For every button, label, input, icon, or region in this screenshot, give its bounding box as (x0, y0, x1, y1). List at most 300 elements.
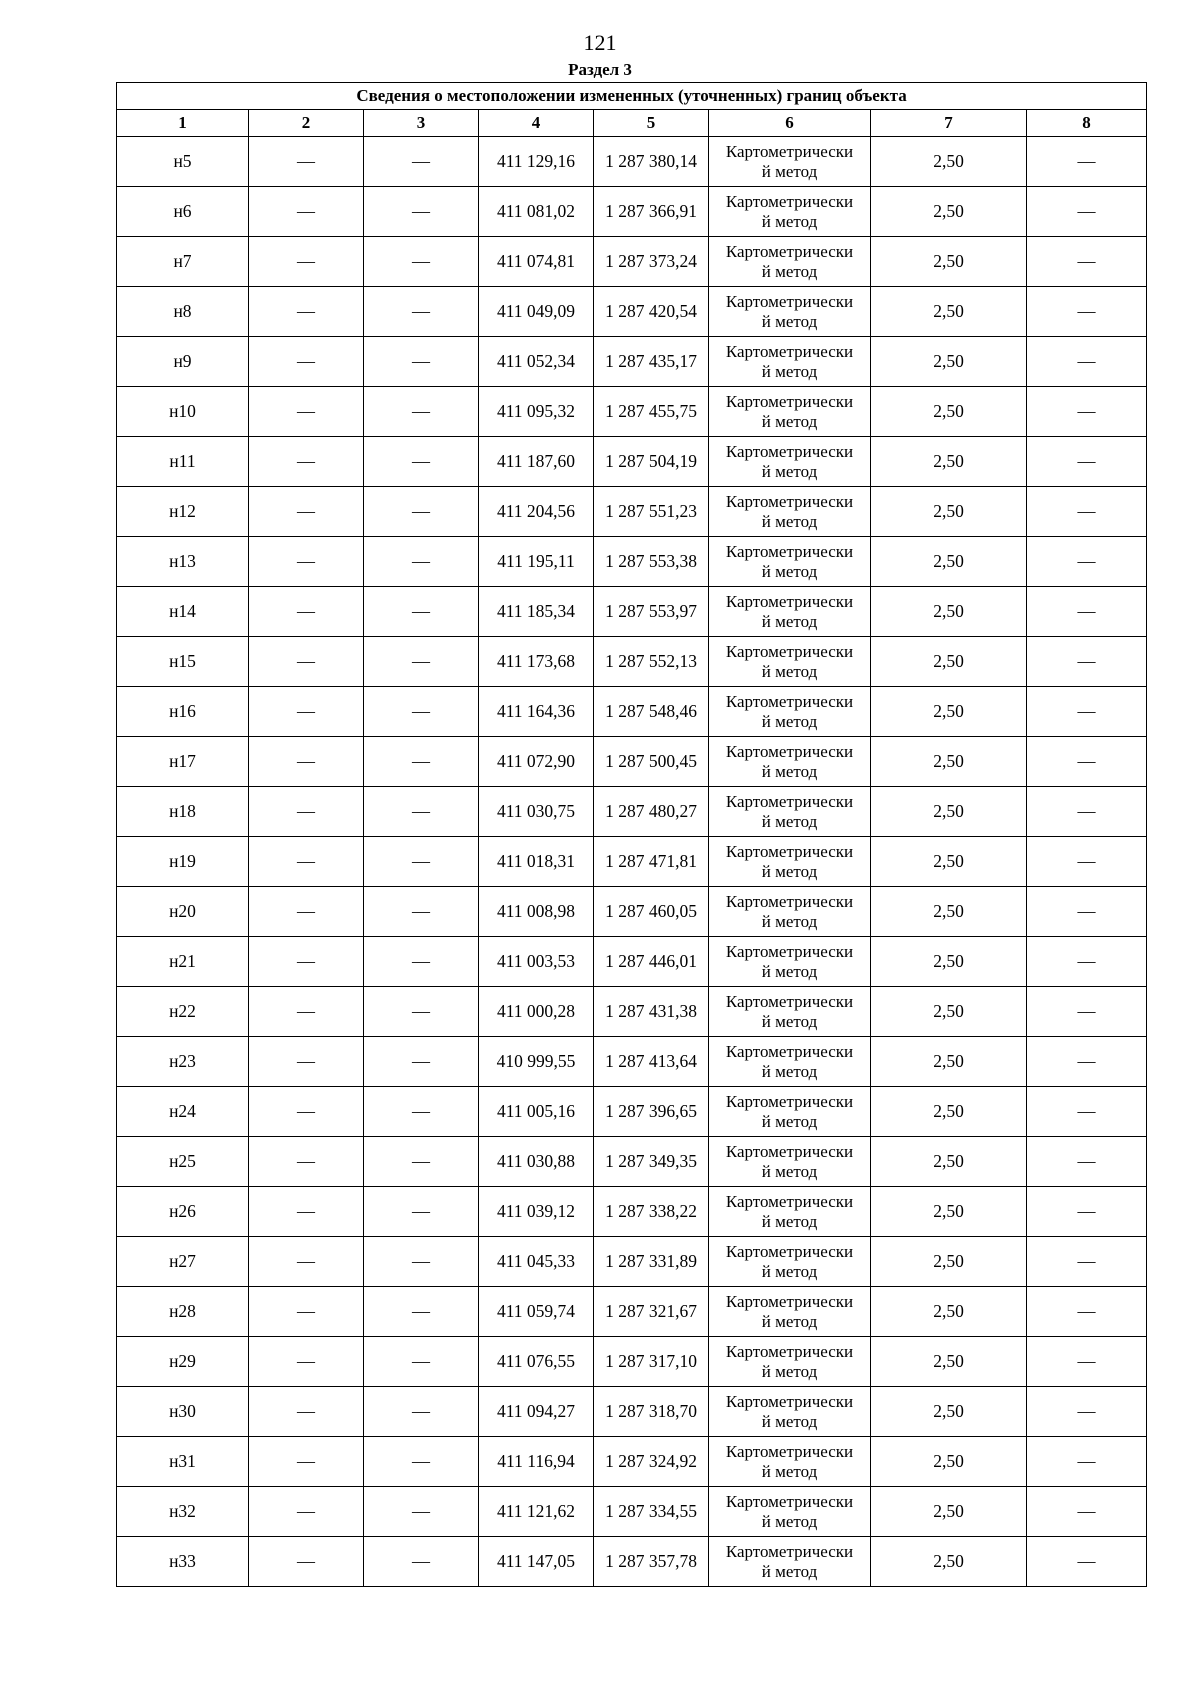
column-3-cell: — (364, 337, 479, 387)
method-line-2: й метод (761, 661, 818, 681)
point-cell: н25 (117, 1137, 249, 1187)
y-coordinate-cell: 1 287 321,67 (594, 1287, 709, 1337)
y-coordinate-cell: 1 287 338,22 (594, 1187, 709, 1237)
method-cell (709, 137, 871, 187)
point-cell: н7 (117, 237, 249, 287)
column-3-cell: — (364, 987, 479, 1037)
table-row (117, 587, 1147, 637)
method-line-2: й метод (761, 811, 818, 831)
table-row (117, 837, 1147, 887)
column-8-cell: — (1027, 787, 1147, 837)
x-coordinate-cell: 411 049,09 (479, 287, 594, 337)
table-row (117, 787, 1147, 837)
y-coordinate-cell: 1 287 380,14 (594, 137, 709, 187)
y-coordinate-cell: 1 287 504,19 (594, 437, 709, 487)
column-2-cell: — (249, 887, 364, 937)
column-8-cell: — (1027, 587, 1147, 637)
method-line-2: й метод (761, 1261, 818, 1281)
method-cell (709, 1237, 871, 1287)
method-line-2: й метод (761, 911, 818, 931)
method-line-1: Картометрически (725, 741, 854, 761)
method-line-2: й метод (761, 1461, 818, 1481)
y-coordinate-cell: 1 287 413,64 (594, 1037, 709, 1087)
column-2-cell: — (249, 1287, 364, 1337)
column-number: 3 (364, 110, 479, 137)
table-row (117, 537, 1147, 587)
x-coordinate-cell: 411 072,90 (479, 737, 594, 787)
accuracy-cell: 2,50 (871, 1487, 1027, 1537)
method-line-1: Картометрически (725, 841, 854, 861)
column-8-cell: — (1027, 337, 1147, 387)
method-line-1: Картометрически (725, 1491, 854, 1511)
point-cell: н22 (117, 987, 249, 1037)
table-row (117, 1287, 1147, 1337)
column-2-cell: — (249, 387, 364, 437)
accuracy-cell: 2,50 (871, 1087, 1027, 1137)
table-row (117, 387, 1147, 437)
method-cell (709, 1287, 871, 1337)
point-cell: н23 (117, 1037, 249, 1087)
method-line-1: Картометрически (725, 241, 854, 261)
column-8-cell: — (1027, 637, 1147, 687)
accuracy-cell: 2,50 (871, 687, 1027, 737)
column-8-cell: — (1027, 837, 1147, 887)
table-row (117, 337, 1147, 387)
method-line-2: й метод (761, 711, 818, 731)
y-coordinate-cell: 1 287 317,10 (594, 1337, 709, 1387)
table-row (117, 887, 1147, 937)
table-row (117, 1137, 1147, 1187)
method-line-1: Картометрически (725, 1541, 854, 1561)
table-row (117, 1037, 1147, 1087)
x-coordinate-cell: 411 204,56 (479, 487, 594, 537)
y-coordinate-cell: 1 287 396,65 (594, 1087, 709, 1137)
column-8-cell: — (1027, 937, 1147, 987)
y-coordinate-cell: 1 287 548,46 (594, 687, 709, 737)
x-coordinate-cell: 411 039,12 (479, 1187, 594, 1237)
method-cell (709, 837, 871, 887)
column-2-cell: — (249, 1087, 364, 1137)
x-coordinate-cell: 411 018,31 (479, 837, 594, 887)
method-line-1: Картометрически (725, 541, 854, 561)
y-coordinate-cell: 1 287 553,97 (594, 587, 709, 637)
column-3-cell: — (364, 787, 479, 837)
accuracy-cell: 2,50 (871, 587, 1027, 637)
method-line-2: й метод (761, 1561, 818, 1581)
method-line-2: й метод (761, 1311, 818, 1331)
method-line-1: Картометрически (725, 941, 854, 961)
method-cell (709, 287, 871, 337)
accuracy-cell: 2,50 (871, 1237, 1027, 1287)
point-cell: н9 (117, 337, 249, 387)
method-line-2: й метод (761, 761, 818, 781)
point-cell: н5 (117, 137, 249, 187)
method-cell (709, 587, 871, 637)
column-2-cell: — (249, 987, 364, 1037)
column-2-cell: — (249, 1387, 364, 1437)
method-cell (709, 1537, 871, 1587)
point-cell: н30 (117, 1387, 249, 1437)
method-line-2: й метод (761, 1511, 818, 1531)
table-row (117, 737, 1147, 787)
accuracy-cell: 2,50 (871, 1337, 1027, 1387)
accuracy-cell: 2,50 (871, 787, 1027, 837)
method-line-1: Картометрически (725, 141, 854, 161)
column-2-cell: — (249, 237, 364, 287)
column-3-cell: — (364, 1137, 479, 1187)
column-2-cell: — (249, 1037, 364, 1087)
x-coordinate-cell: 411 129,16 (479, 137, 594, 187)
method-cell (709, 237, 871, 287)
accuracy-cell: 2,50 (871, 1187, 1027, 1237)
table-row (117, 287, 1147, 337)
column-8-cell: — (1027, 387, 1147, 437)
method-line-2: й метод (761, 461, 818, 481)
accuracy-cell: 2,50 (871, 737, 1027, 787)
table-row (117, 1537, 1147, 1587)
page-number: 121 (583, 30, 617, 55)
table-row (117, 1437, 1147, 1487)
table-row (117, 487, 1147, 537)
x-coordinate-cell: 411 095,32 (479, 387, 594, 437)
point-cell: н11 (117, 437, 249, 487)
point-cell: н13 (117, 537, 249, 587)
column-number: 7 (871, 110, 1027, 137)
coordinates-table (116, 82, 1147, 1587)
column-2-cell: — (249, 787, 364, 837)
column-8-cell: — (1027, 137, 1147, 187)
column-2-cell: — (249, 537, 364, 587)
column-8-cell: — (1027, 1187, 1147, 1237)
y-coordinate-cell: 1 287 480,27 (594, 787, 709, 837)
column-number: 4 (479, 110, 594, 137)
table-row (117, 437, 1147, 487)
y-coordinate-cell: 1 287 334,55 (594, 1487, 709, 1537)
x-coordinate-cell: 411 000,28 (479, 987, 594, 1037)
accuracy-cell: 2,50 (871, 137, 1027, 187)
column-8-cell: — (1027, 1087, 1147, 1137)
y-coordinate-cell: 1 287 349,35 (594, 1137, 709, 1187)
method-line-1: Картометрически (725, 1341, 854, 1361)
accuracy-cell: 2,50 (871, 637, 1027, 687)
method-cell (709, 787, 871, 837)
accuracy-cell: 2,50 (871, 187, 1027, 237)
method-line-2: й метод (761, 311, 818, 331)
point-cell: н19 (117, 837, 249, 887)
method-line-2: й метод (761, 1111, 818, 1131)
x-coordinate-cell: 411 147,05 (479, 1537, 594, 1587)
method-line-1: Картометрически (725, 391, 854, 411)
method-cell (709, 1087, 871, 1137)
method-line-1: Картометрически (725, 1191, 854, 1211)
column-8-cell: — (1027, 487, 1147, 537)
column-8-cell: — (1027, 287, 1147, 337)
method-line-1: Картометрически (725, 891, 854, 911)
column-3-cell: — (364, 1187, 479, 1237)
method-line-2: й метод (761, 1411, 818, 1431)
y-coordinate-cell: 1 287 553,38 (594, 537, 709, 587)
accuracy-cell: 2,50 (871, 987, 1027, 1037)
column-3-cell: — (364, 1287, 479, 1337)
column-8-cell: — (1027, 1287, 1147, 1337)
column-8-cell: — (1027, 1387, 1147, 1437)
method-line-2: й метод (761, 1061, 818, 1081)
column-3-cell: — (364, 687, 479, 737)
table-row (117, 637, 1147, 687)
y-coordinate-cell: 1 287 331,89 (594, 1237, 709, 1287)
column-2-cell: — (249, 1337, 364, 1387)
y-coordinate-cell: 1 287 552,13 (594, 637, 709, 687)
column-3-cell: — (364, 637, 479, 687)
column-8-cell: — (1027, 187, 1147, 237)
column-2-cell: — (249, 637, 364, 687)
y-coordinate-cell: 1 287 446,01 (594, 937, 709, 987)
column-3-cell: — (364, 387, 479, 437)
method-line-2: й метод (761, 261, 818, 281)
table-row (117, 1237, 1147, 1287)
column-3-cell: — (364, 437, 479, 487)
point-cell: н6 (117, 187, 249, 237)
column-8-cell: — (1027, 1337, 1147, 1387)
x-coordinate-cell: 411 008,98 (479, 887, 594, 937)
column-8-cell: — (1027, 987, 1147, 1037)
accuracy-cell: 2,50 (871, 337, 1027, 387)
point-cell: н28 (117, 1287, 249, 1337)
point-cell: н33 (117, 1537, 249, 1587)
method-line-2: й метод (761, 511, 818, 531)
x-coordinate-cell: 411 076,55 (479, 1337, 594, 1387)
method-line-1: Картометрически (725, 1091, 854, 1111)
x-coordinate-cell: 410 999,55 (479, 1037, 594, 1087)
x-coordinate-cell: 411 005,16 (479, 1087, 594, 1137)
method-line-1: Картометрически (725, 1041, 854, 1061)
method-line-1: Картометрически (725, 291, 854, 311)
column-3-cell: — (364, 1487, 479, 1537)
method-line-1: Картометрически (725, 1291, 854, 1311)
x-coordinate-cell: 411 094,27 (479, 1387, 594, 1437)
column-8-cell: — (1027, 237, 1147, 287)
table-row (117, 1187, 1147, 1237)
column-3-cell: — (364, 1537, 479, 1587)
column-number: 2 (249, 110, 364, 137)
y-coordinate-cell: 1 287 318,70 (594, 1387, 709, 1437)
method-line-2: й метод (761, 961, 818, 981)
method-cell (709, 537, 871, 587)
column-3-cell: — (364, 537, 479, 587)
method-cell (709, 687, 871, 737)
x-coordinate-cell: 411 030,75 (479, 787, 594, 837)
method-line-2: й метод (761, 561, 818, 581)
method-cell (709, 337, 871, 387)
method-line-2: й метод (761, 1211, 818, 1231)
method-cell (709, 1337, 871, 1387)
point-cell: н24 (117, 1087, 249, 1137)
column-8-cell: — (1027, 887, 1147, 937)
column-8-cell: — (1027, 437, 1147, 487)
method-cell (709, 1387, 871, 1437)
table-row (117, 687, 1147, 737)
x-coordinate-cell: 411 185,34 (479, 587, 594, 637)
method-cell (709, 1037, 871, 1087)
point-cell: н26 (117, 1187, 249, 1237)
x-coordinate-cell: 411 121,62 (479, 1487, 594, 1537)
table-row (117, 137, 1147, 187)
column-3-cell: — (364, 287, 479, 337)
method-cell (709, 737, 871, 787)
y-coordinate-cell: 1 287 455,75 (594, 387, 709, 437)
point-cell: н17 (117, 737, 249, 787)
accuracy-cell: 2,50 (871, 1137, 1027, 1187)
method-line-1: Картометрически (725, 1441, 854, 1461)
column-3-cell: — (364, 137, 479, 187)
x-coordinate-cell: 411 081,02 (479, 187, 594, 237)
point-cell: н18 (117, 787, 249, 837)
column-number: 1 (117, 110, 249, 137)
column-number: 6 (709, 110, 871, 137)
method-line-1: Картометрически (725, 791, 854, 811)
column-3-cell: — (364, 237, 479, 287)
column-number-row (117, 110, 1147, 137)
method-line-1: Картометрически (725, 191, 854, 211)
column-2-cell: — (249, 1437, 364, 1487)
table-row (117, 1087, 1147, 1137)
method-line-1: Картометрически (725, 691, 854, 711)
column-3-cell: — (364, 1237, 479, 1287)
accuracy-cell: 2,50 (871, 437, 1027, 487)
point-cell: н27 (117, 1237, 249, 1287)
point-cell: н16 (117, 687, 249, 737)
column-8-cell: — (1027, 1437, 1147, 1487)
x-coordinate-cell: 411 003,53 (479, 937, 594, 987)
y-coordinate-cell: 1 287 420,54 (594, 287, 709, 337)
method-line-1: Картометрически (725, 1141, 854, 1161)
accuracy-cell: 2,50 (871, 1387, 1027, 1437)
method-cell (709, 637, 871, 687)
column-2-cell: — (249, 1137, 364, 1187)
table-body (117, 137, 1147, 1587)
method-line-2: й метод (761, 1011, 818, 1031)
method-line-2: й метод (761, 1361, 818, 1381)
y-coordinate-cell: 1 287 460,05 (594, 887, 709, 937)
column-2-cell: — (249, 287, 364, 337)
point-cell: н12 (117, 487, 249, 537)
point-cell: н10 (117, 387, 249, 437)
y-coordinate-cell: 1 287 373,24 (594, 237, 709, 287)
method-cell (709, 887, 871, 937)
column-number: 8 (1027, 110, 1147, 137)
x-coordinate-cell: 411 173,68 (479, 637, 594, 687)
y-coordinate-cell: 1 287 471,81 (594, 837, 709, 887)
point-cell: н8 (117, 287, 249, 337)
table-row (117, 187, 1147, 237)
column-3-cell: — (364, 1037, 479, 1087)
column-3-cell: — (364, 587, 479, 637)
method-cell (709, 1137, 871, 1187)
method-line-1: Картометрически (725, 591, 854, 611)
method-cell (709, 1487, 871, 1537)
method-cell (709, 387, 871, 437)
point-cell: н21 (117, 937, 249, 987)
column-3-cell: — (364, 187, 479, 237)
y-coordinate-cell: 1 287 366,91 (594, 187, 709, 237)
y-coordinate-cell: 1 287 500,45 (594, 737, 709, 787)
x-coordinate-cell: 411 052,34 (479, 337, 594, 387)
method-cell (709, 437, 871, 487)
y-coordinate-cell: 1 287 431,38 (594, 987, 709, 1037)
y-coordinate-cell: 1 287 324,92 (594, 1437, 709, 1487)
method-line-1: Картометрически (725, 341, 854, 361)
table-row (117, 937, 1147, 987)
y-coordinate-cell: 1 287 435,17 (594, 337, 709, 387)
method-line-2: й метод (761, 861, 818, 881)
point-cell: н20 (117, 887, 249, 937)
method-line-2: й метод (761, 411, 818, 431)
method-line-2: й метод (761, 161, 818, 181)
column-8-cell: — (1027, 1137, 1147, 1187)
accuracy-cell: 2,50 (871, 537, 1027, 587)
column-2-cell: — (249, 437, 364, 487)
column-3-cell: — (364, 737, 479, 787)
table-row (117, 1387, 1147, 1437)
column-3-cell: — (364, 887, 479, 937)
column-8-cell: — (1027, 1037, 1147, 1087)
method-line-2: й метод (761, 1161, 818, 1181)
table-caption: Сведения о местоположении измененных (уточненных) границ объекта (117, 83, 1147, 110)
y-coordinate-cell: 1 287 357,78 (594, 1537, 709, 1587)
accuracy-cell: 2,50 (871, 1037, 1027, 1087)
x-coordinate-cell: 411 074,81 (479, 237, 594, 287)
column-3-cell: — (364, 937, 479, 987)
section-title: Раздел 3 (568, 60, 632, 79)
column-3-cell: — (364, 1437, 479, 1487)
accuracy-cell: 2,50 (871, 1437, 1027, 1487)
column-2-cell: — (249, 837, 364, 887)
accuracy-cell: 2,50 (871, 487, 1027, 537)
column-number: 5 (594, 110, 709, 137)
point-cell: н29 (117, 1337, 249, 1387)
accuracy-cell: 2,50 (871, 1537, 1027, 1587)
x-coordinate-cell: 411 059,74 (479, 1287, 594, 1337)
table-row (117, 987, 1147, 1037)
point-cell: н14 (117, 587, 249, 637)
column-8-cell: — (1027, 1237, 1147, 1287)
accuracy-cell: 2,50 (871, 237, 1027, 287)
y-coordinate-cell: 1 287 551,23 (594, 487, 709, 537)
column-8-cell: — (1027, 537, 1147, 587)
accuracy-cell: 2,50 (871, 937, 1027, 987)
point-cell: н32 (117, 1487, 249, 1537)
method-line-2: й метод (761, 361, 818, 381)
column-8-cell: — (1027, 687, 1147, 737)
column-2-cell: — (249, 687, 364, 737)
column-2-cell: — (249, 1187, 364, 1237)
method-line-1: Картометрически (725, 441, 854, 461)
column-2-cell: — (249, 1237, 364, 1287)
accuracy-cell: 2,50 (871, 1287, 1027, 1337)
column-2-cell: — (249, 737, 364, 787)
method-cell (709, 987, 871, 1037)
method-line-1: Картометрически (725, 991, 854, 1011)
table-row (117, 1337, 1147, 1387)
x-coordinate-cell: 411 195,11 (479, 537, 594, 587)
method-line-2: й метод (761, 611, 818, 631)
method-cell (709, 187, 871, 237)
method-cell (709, 937, 871, 987)
column-8-cell: — (1027, 1487, 1147, 1537)
column-3-cell: — (364, 1387, 479, 1437)
point-cell: н31 (117, 1437, 249, 1487)
column-2-cell: — (249, 187, 364, 237)
